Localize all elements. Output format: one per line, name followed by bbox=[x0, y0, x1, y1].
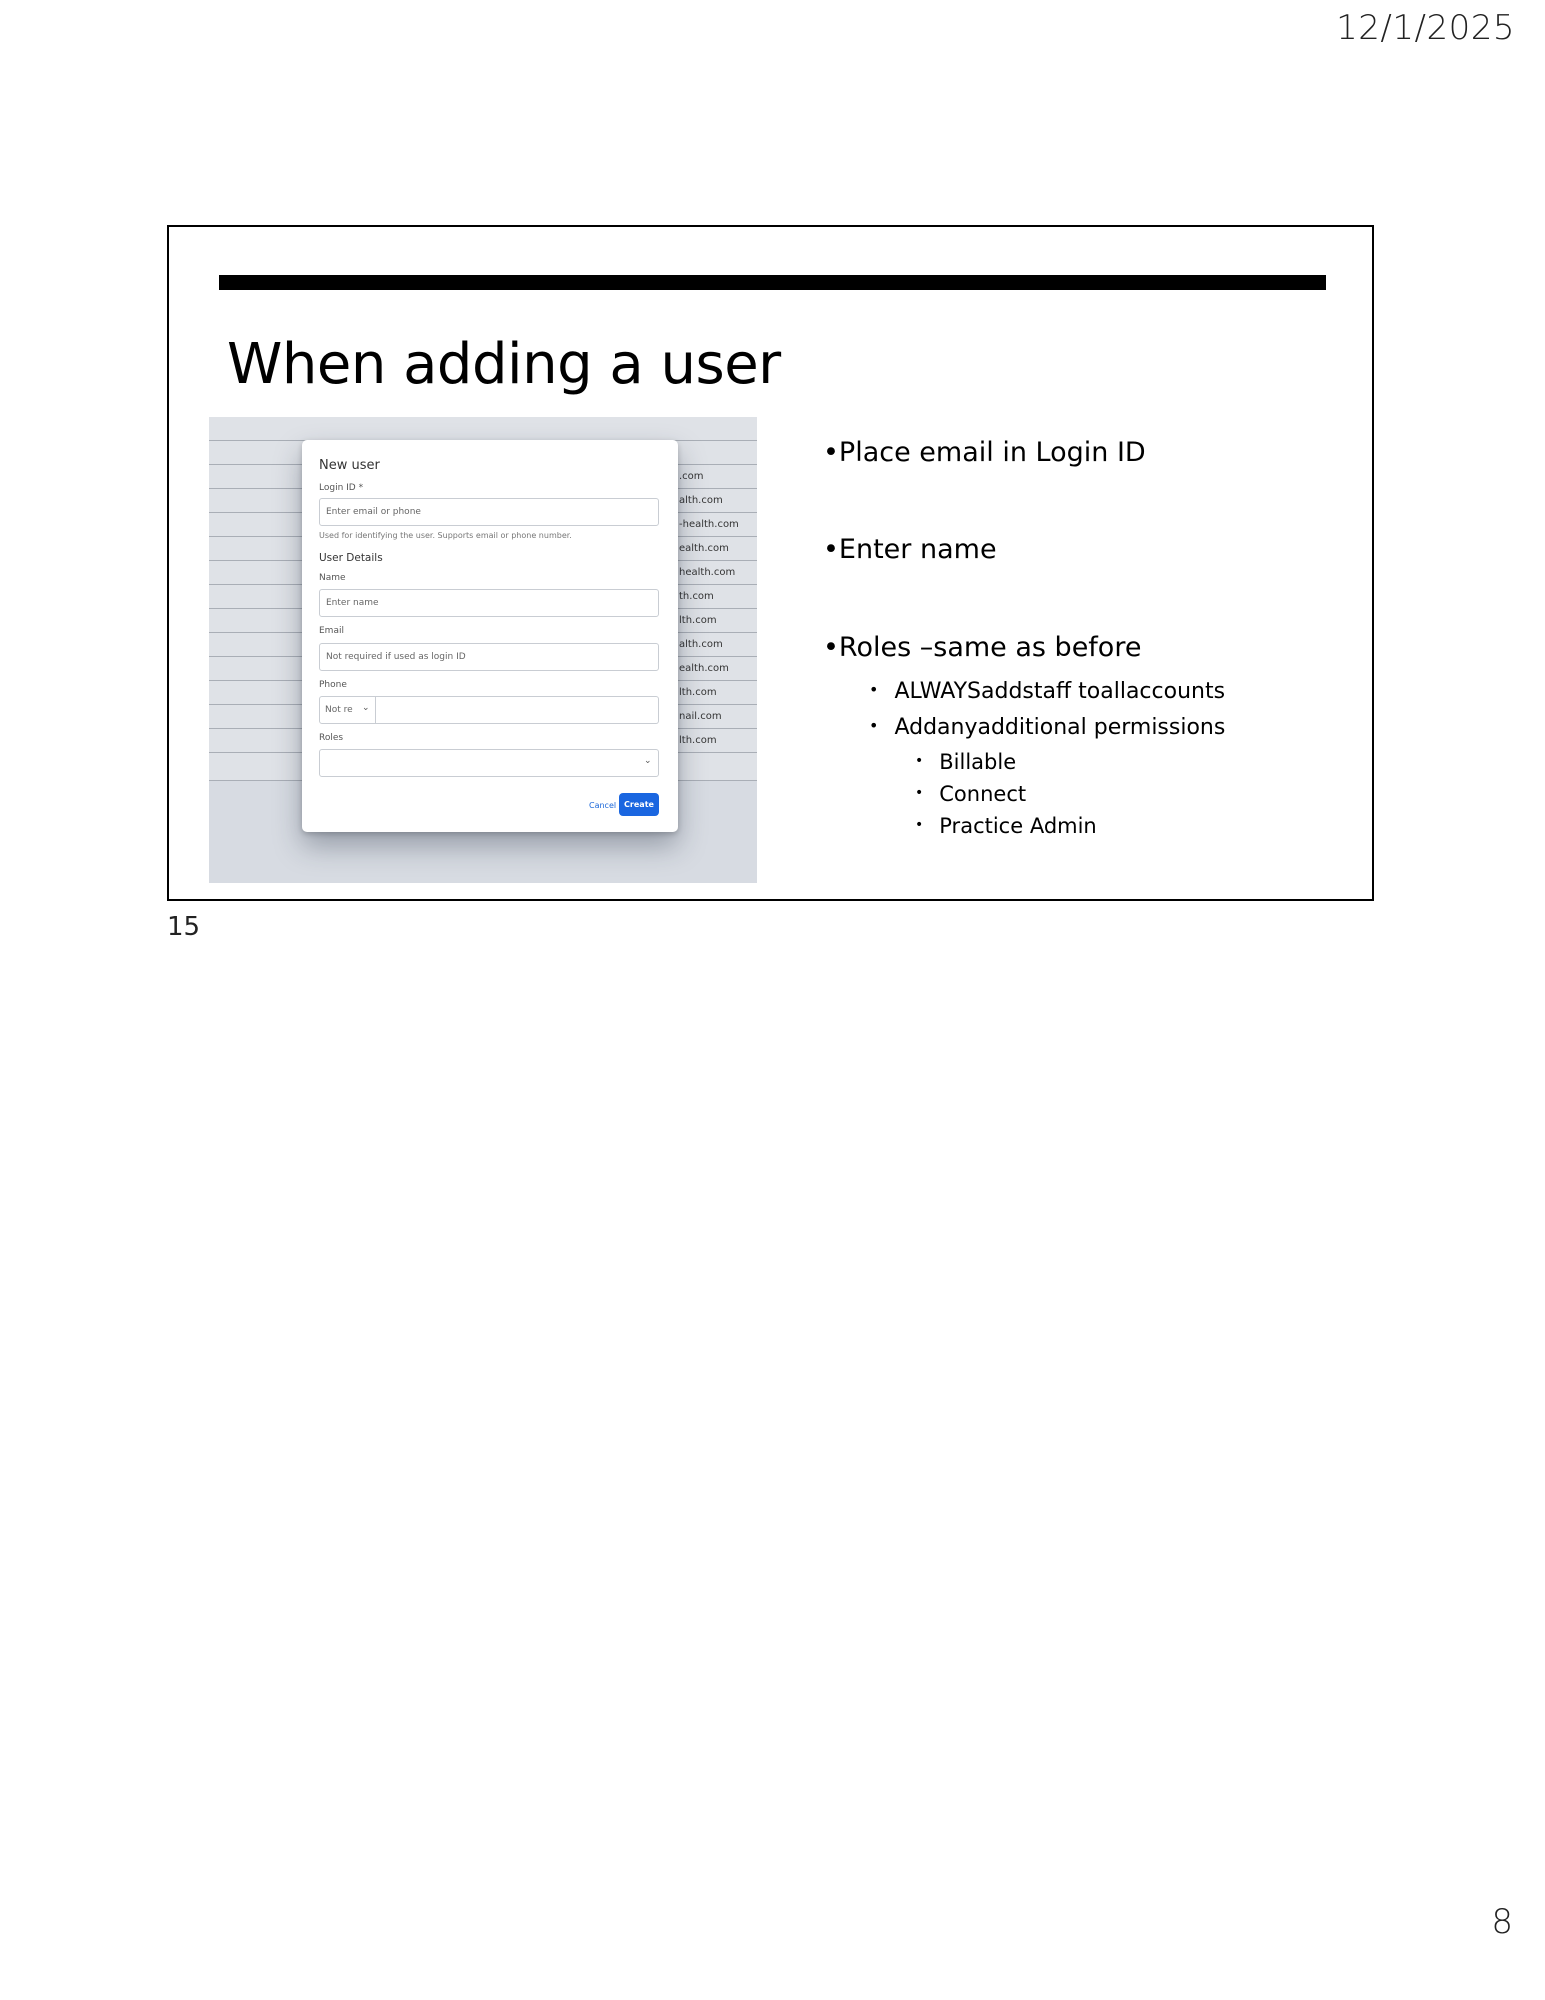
bullet-roles: •Roles –same as before bbox=[823, 632, 1142, 663]
title-bar bbox=[219, 275, 1326, 290]
bg-email: -health.com bbox=[679, 519, 739, 530]
bg-row bbox=[209, 417, 757, 441]
bg-email: nail.com bbox=[679, 711, 722, 722]
bg-email: ealth.com bbox=[679, 543, 729, 554]
bullet-dot: • bbox=[915, 785, 924, 801]
slide-frame bbox=[167, 225, 1374, 901]
perm-practice-admin bbox=[915, 814, 1097, 838]
phone-number-input[interactable] bbox=[376, 696, 659, 724]
chevron-down-icon: ⌄ bbox=[644, 756, 652, 766]
create-button[interactable]: Create bbox=[619, 793, 659, 816]
sub-bullet-permissions-text: Addanyadditional permissions bbox=[894, 715, 1226, 740]
name-label: Name bbox=[319, 573, 346, 583]
bg-email: alth.com bbox=[679, 495, 723, 506]
bg-email: lth.com bbox=[679, 687, 717, 698]
user-details-heading: User Details bbox=[319, 552, 383, 564]
bg-email: lth.com bbox=[679, 615, 717, 626]
perm-billable-text: Billable bbox=[939, 750, 1017, 774]
login-id-label: Login ID * bbox=[319, 483, 364, 493]
chevron-down-icon: ⌄ bbox=[362, 703, 370, 713]
login-id-help: Used for identifying the user. Supports email or phone number. bbox=[319, 531, 572, 540]
bullet-dot: • bbox=[915, 817, 924, 833]
phone-country-value: Not re bbox=[325, 705, 353, 715]
name-input[interactable]: Enter name bbox=[319, 589, 659, 617]
perm-connect-text: Connect bbox=[939, 782, 1027, 806]
sub-bullet-staff-text: ALWAYSaddstaff toallaccounts bbox=[894, 679, 1226, 704]
new-user-dialog bbox=[302, 440, 678, 832]
sub-bullet-permissions bbox=[869, 715, 1225, 740]
bg-email: alth.com bbox=[679, 639, 723, 650]
bullet-dot: • bbox=[915, 753, 924, 769]
slide-number: 15 bbox=[167, 912, 201, 942]
perm-practice-admin-text: Practice Admin bbox=[939, 814, 1097, 838]
email-label: Email bbox=[319, 626, 344, 636]
bullet-dot: • bbox=[869, 680, 879, 699]
bullet-login-id: •Place email in Login ID bbox=[823, 437, 1146, 468]
phone-label: Phone bbox=[319, 680, 347, 690]
bg-email: lth.com bbox=[679, 735, 717, 746]
sub-bullet-staff bbox=[869, 679, 1225, 704]
bullet-dot: • bbox=[869, 716, 879, 735]
dialog-title: New user bbox=[319, 458, 380, 473]
new-user-screenshot bbox=[209, 417, 757, 883]
page-number: 8 bbox=[1491, 1902, 1513, 1942]
slide-title: When adding a user bbox=[227, 332, 781, 397]
roles-label: Roles bbox=[319, 733, 344, 743]
bg-email: health.com bbox=[679, 567, 736, 578]
header-date: 12/1/2025 bbox=[1336, 8, 1515, 48]
perm-connect bbox=[915, 782, 1026, 806]
cancel-button[interactable]: Cancel bbox=[589, 801, 617, 810]
bg-email: .com bbox=[679, 471, 704, 482]
email-input[interactable]: Not required if used as login ID bbox=[319, 643, 659, 671]
phone-country-select[interactable] bbox=[319, 696, 376, 724]
bullet-name: •Enter name bbox=[823, 534, 997, 565]
login-id-input[interactable]: Enter email or phone bbox=[319, 498, 659, 526]
perm-billable bbox=[915, 750, 1016, 774]
roles-select[interactable] bbox=[319, 749, 659, 777]
bg-email: ealth.com bbox=[679, 663, 729, 674]
bg-email: th.com bbox=[679, 591, 714, 602]
